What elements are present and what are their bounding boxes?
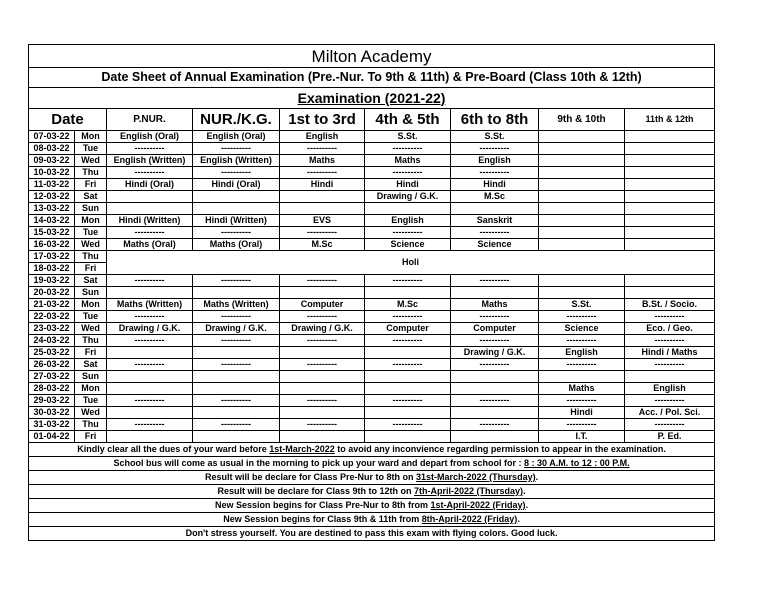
row-day: Thu (75, 419, 107, 431)
row-date: 26-03-22 (29, 359, 75, 371)
exam-cell-9th-10th: Hindi (539, 407, 625, 419)
exam-cell-9th-10th (539, 227, 625, 239)
exam-cell-6th-8th: ---------- (451, 419, 539, 431)
row-day: Fri (75, 263, 107, 275)
exam-cell-pnur: ---------- (107, 419, 193, 431)
exam-cell-6th-8th: English (451, 155, 539, 167)
row-day: Thu (75, 167, 107, 179)
exam-cell-nur-kg: ---------- (193, 143, 280, 155)
note-line (29, 443, 715, 457)
exam-cell-6th-8th: ---------- (451, 359, 539, 371)
header-1st-3rd: 1st to 3rd (280, 109, 365, 131)
exam-cell-pnur: English (Written) (107, 155, 193, 167)
note-text: Result will be declare for Class 9th to 12th on (217, 486, 415, 496)
exam-cell-nur-kg (193, 371, 280, 383)
row-day: Wed (75, 239, 107, 251)
exam-cell-1st-3rd: Maths (280, 155, 365, 167)
exam-cell-6th-8th (451, 203, 539, 215)
exam-cell-11th-12th (625, 287, 715, 299)
schedule-row (29, 203, 715, 215)
exam-cell-1st-3rd: M.Sc (280, 239, 365, 251)
exam-cell-11th-12th (625, 227, 715, 239)
exam-cell-1st-3rd (280, 407, 365, 419)
exam-cell-nur-kg (193, 347, 280, 359)
schedule-row (29, 191, 715, 203)
row-day: Wed (75, 155, 107, 167)
exam-cell-pnur (107, 407, 193, 419)
row-date: 15-03-22 (29, 227, 75, 239)
note-highlight: 7th-April-2022 (Thursday) (414, 486, 524, 496)
row-date: 07-03-22 (29, 131, 75, 143)
sheet-subtitle: Date Sheet of Annual Examination (Pre.-Nur. To 9th & 11th) & Pre-Board (Class 10th & 12th) (29, 68, 715, 88)
row-date: 27-03-22 (29, 371, 75, 383)
exam-cell-9th-10th (539, 167, 625, 179)
exam-cell-9th-10th (539, 203, 625, 215)
row-date: 24-03-22 (29, 335, 75, 347)
footer-message: Don't stress yourself. You are destined to pass this exam with flying colors. Good luck. (29, 527, 715, 541)
row-day: Thu (75, 251, 107, 263)
row-day: Mon (75, 215, 107, 227)
exam-cell-nur-kg: ---------- (193, 167, 280, 179)
exam-cell-1st-3rd: ---------- (280, 167, 365, 179)
exam-cell-11th-12th (625, 131, 715, 143)
exam-cell-4th-5th (365, 407, 451, 419)
schedule-row (29, 299, 715, 311)
exam-cell-1st-3rd (280, 371, 365, 383)
exam-cell-pnur: ---------- (107, 359, 193, 371)
exam-cell-nur-kg: ---------- (193, 311, 280, 323)
exam-cell-nur-kg: English (Written) (193, 155, 280, 167)
exam-cell-nur-kg (193, 431, 280, 443)
schedule-row (29, 131, 715, 143)
exam-cell-1st-3rd: ---------- (280, 359, 365, 371)
schedule-row (29, 179, 715, 191)
exam-cell-pnur: Maths (Oral) (107, 239, 193, 251)
row-date: 11-03-22 (29, 179, 75, 191)
exam-cell-6th-8th (451, 371, 539, 383)
exam-cell-6th-8th (451, 431, 539, 443)
exam-cell-9th-10th (539, 371, 625, 383)
row-day: Sat (75, 191, 107, 203)
exam-cell-4th-5th (365, 347, 451, 359)
exam-cell-6th-8th: Science (451, 239, 539, 251)
exam-cell-1st-3rd (280, 191, 365, 203)
exam-cell-pnur: ---------- (107, 395, 193, 407)
exam-cell-nur-kg: Drawing / G.K. (193, 323, 280, 335)
row-date: 12-03-22 (29, 191, 75, 203)
exam-cell-6th-8th: Sanskrit (451, 215, 539, 227)
exam-cell-4th-5th: Science (365, 239, 451, 251)
exam-cell-9th-10th (539, 239, 625, 251)
exam-cell-9th-10th (539, 275, 625, 287)
exam-cell-1st-3rd: ---------- (280, 311, 365, 323)
exam-cell-4th-5th: Hindi (365, 179, 451, 191)
row-day: Sat (75, 275, 107, 287)
exam-cell-11th-12th (625, 215, 715, 227)
exam-cell-11th-12th: English (625, 383, 715, 395)
exam-cell-4th-5th: ---------- (365, 143, 451, 155)
exam-cell-4th-5th (365, 383, 451, 395)
note-text: New Session begins for Class 9th & 11th from (223, 514, 422, 524)
note-text-end: . (525, 500, 529, 510)
header-11th-12th: 11th & 12th (625, 109, 715, 131)
exam-cell-6th-8th: Computer (451, 323, 539, 335)
exam-cell-4th-5th: ---------- (365, 335, 451, 347)
exam-cell-11th-12th (625, 203, 715, 215)
header-6th-8th: 6th to 8th (451, 109, 539, 131)
exam-cell-9th-10th: I.T. (539, 431, 625, 443)
exam-cell-pnur: Maths (Written) (107, 299, 193, 311)
note-text: School bus will come as usual in the morning to pick up your ward and depart from school for : (113, 458, 525, 468)
exam-cell-9th-10th: ---------- (539, 419, 625, 431)
exam-cell-pnur: ---------- (107, 227, 193, 239)
exam-cell-4th-5th: ---------- (365, 275, 451, 287)
exam-cell-pnur: ---------- (107, 167, 193, 179)
header-date: Date (29, 109, 107, 131)
note-text: Result will be declare for Class Pre-Nur to 8th on (204, 472, 417, 482)
row-day: Fri (75, 179, 107, 191)
exam-cell-1st-3rd: ---------- (280, 335, 365, 347)
exam-cell-11th-12th: ---------- (625, 419, 715, 431)
exam-cell-6th-8th: ---------- (451, 275, 539, 287)
header-nur-kg: NUR./K.G. (193, 109, 280, 131)
exam-cell-9th-10th (539, 155, 625, 167)
exam-cell-pnur (107, 371, 193, 383)
note-highlight: 8th-April-2022 (Friday) (421, 514, 518, 524)
exam-cell-4th-5th: Computer (365, 323, 451, 335)
exam-cell-nur-kg: Maths (Written) (193, 299, 280, 311)
exam-cell-11th-12th (625, 155, 715, 167)
exam-cell-pnur: ---------- (107, 143, 193, 155)
exam-cell-9th-10th: ---------- (539, 335, 625, 347)
schedule-row (29, 323, 715, 335)
schedule-row (29, 155, 715, 167)
exam-cell-nur-kg: ---------- (193, 395, 280, 407)
exam-cell-pnur: Drawing / G.K. (107, 323, 193, 335)
exam-cell-4th-5th: ---------- (365, 167, 451, 179)
exam-cell-11th-12th (625, 143, 715, 155)
holiday-cell: Holi (107, 251, 715, 275)
exam-cell-9th-10th: S.St. (539, 299, 625, 311)
row-day: Fri (75, 347, 107, 359)
row-date: 18-03-22 (29, 263, 75, 275)
note-text-end: to avoid any inconvience regarding permission to appear in the examination. (334, 444, 666, 454)
exam-cell-pnur (107, 383, 193, 395)
exam-cell-nur-kg: Hindi (Oral) (193, 179, 280, 191)
exam-cell-11th-12th (625, 167, 715, 179)
row-date: 10-03-22 (29, 167, 75, 179)
exam-cell-4th-5th (365, 371, 451, 383)
exam-cell-11th-12th (625, 371, 715, 383)
exam-cell-9th-10th (539, 143, 625, 155)
row-day: Tue (75, 227, 107, 239)
exam-cell-nur-kg (193, 287, 280, 299)
exam-cell-9th-10th: Maths (539, 383, 625, 395)
exam-cell-6th-8th: M.Sc (451, 191, 539, 203)
row-day: Sun (75, 371, 107, 383)
exam-cell-4th-5th: English (365, 215, 451, 227)
exam-cell-pnur (107, 203, 193, 215)
schedule-row (29, 335, 715, 347)
note-text-end: . (517, 514, 520, 524)
exam-cell-1st-3rd: Drawing / G.K. (280, 323, 365, 335)
exam-cell-pnur: ---------- (107, 275, 193, 287)
exam-cell-6th-8th (451, 287, 539, 299)
exam-cell-9th-10th (539, 191, 625, 203)
exam-cell-1st-3rd: ---------- (280, 227, 365, 239)
exam-cell-pnur: English (Oral) (107, 131, 193, 143)
exam-cell-1st-3rd: English (280, 131, 365, 143)
exam-cell-9th-10th (539, 131, 625, 143)
row-date: 17-03-22 (29, 251, 75, 263)
schedule-row (29, 311, 715, 323)
note-highlight: 8 : 30 A.M. to 12 : 00 P.M. (524, 458, 630, 468)
exam-cell-1st-3rd: ---------- (280, 275, 365, 287)
exam-cell-1st-3rd: Computer (280, 299, 365, 311)
exam-cell-4th-5th: S.St. (365, 131, 451, 143)
exam-cell-6th-8th: ---------- (451, 395, 539, 407)
exam-cell-1st-3rd: EVS (280, 215, 365, 227)
exam-cell-11th-12th: ---------- (625, 395, 715, 407)
row-date: 28-03-22 (29, 383, 75, 395)
exam-cell-11th-12th (625, 275, 715, 287)
exam-cell-4th-5th (365, 203, 451, 215)
header-pnur: P.NUR. (107, 109, 193, 131)
schedule-row (29, 239, 715, 251)
exam-cell-11th-12th: Hindi / Maths (625, 347, 715, 359)
row-date: 19-03-22 (29, 275, 75, 287)
exam-cell-11th-12th (625, 239, 715, 251)
exam-cell-9th-10th (539, 287, 625, 299)
exam-cell-11th-12th: P. Ed. (625, 431, 715, 443)
row-date: 21-03-22 (29, 299, 75, 311)
row-day: Sun (75, 287, 107, 299)
exam-cell-11th-12th: ---------- (625, 335, 715, 347)
note-highlight: 31st-March-2022 (Thursday) (416, 472, 536, 482)
note-text: New Session begins for Class Pre-Nur to 8th from (214, 500, 431, 510)
schedule-row (29, 227, 715, 239)
row-day: Sun (75, 203, 107, 215)
exam-cell-nur-kg (193, 383, 280, 395)
note-line (29, 499, 715, 513)
exam-cell-9th-10th: ---------- (539, 311, 625, 323)
exam-cell-nur-kg: ---------- (193, 227, 280, 239)
exam-cell-6th-8th: ---------- (451, 335, 539, 347)
exam-cell-1st-3rd (280, 347, 365, 359)
exam-cell-4th-5th: Drawing / G.K. (365, 191, 451, 203)
exam-cell-6th-8th (451, 383, 539, 395)
row-day: Mon (75, 131, 107, 143)
date-sheet-table (28, 44, 715, 541)
row-date: 31-03-22 (29, 419, 75, 431)
schedule-row (29, 167, 715, 179)
exam-cell-9th-10th: Science (539, 323, 625, 335)
exam-cell-9th-10th: English (539, 347, 625, 359)
note-line (29, 457, 715, 471)
note-line (29, 513, 715, 527)
exam-cell-6th-8th: Drawing / G.K. (451, 347, 539, 359)
exam-cell-pnur: Hindi (Oral) (107, 179, 193, 191)
school-name: Milton Academy (29, 45, 715, 68)
schedule-row (29, 287, 715, 299)
header-9th-10th: 9th & 10th (539, 109, 625, 131)
row-date: 20-03-22 (29, 287, 75, 299)
note-text-end: . (523, 486, 526, 496)
exam-cell-11th-12th: ---------- (625, 311, 715, 323)
row-day: Tue (75, 311, 107, 323)
exam-cell-nur-kg (193, 191, 280, 203)
exam-cell-nur-kg (193, 203, 280, 215)
exam-cell-4th-5th: ---------- (365, 419, 451, 431)
exam-cell-pnur (107, 287, 193, 299)
exam-cell-pnur: ---------- (107, 311, 193, 323)
exam-cell-6th-8th: ---------- (451, 311, 539, 323)
exam-cell-4th-5th: M.Sc (365, 299, 451, 311)
exam-cell-pnur (107, 431, 193, 443)
schedule-row (29, 347, 715, 359)
exam-cell-1st-3rd (280, 203, 365, 215)
exam-cell-1st-3rd: ---------- (280, 143, 365, 155)
row-date: 13-03-22 (29, 203, 75, 215)
exam-cell-pnur: Hindi (Written) (107, 215, 193, 227)
exam-cell-4th-5th: ---------- (365, 227, 451, 239)
exam-cell-nur-kg: Maths (Oral) (193, 239, 280, 251)
exam-cell-1st-3rd (280, 287, 365, 299)
exam-cell-pnur (107, 191, 193, 203)
row-date: 08-03-22 (29, 143, 75, 155)
row-date: 09-03-22 (29, 155, 75, 167)
exam-cell-6th-8th (451, 407, 539, 419)
exam-cell-4th-5th (365, 431, 451, 443)
session-title: Examination (2021-22) (29, 88, 715, 109)
exam-cell-1st-3rd: Hindi (280, 179, 365, 191)
row-date: 01-04-22 (29, 431, 75, 443)
row-date: 30-03-22 (29, 407, 75, 419)
row-day: Tue (75, 143, 107, 155)
row-date: 23-03-22 (29, 323, 75, 335)
exam-cell-9th-10th: ---------- (539, 395, 625, 407)
exam-cell-6th-8th: S.St. (451, 131, 539, 143)
row-date: 25-03-22 (29, 347, 75, 359)
note-highlight: 1st-March-2022 (269, 444, 335, 454)
exam-cell-6th-8th: ---------- (451, 167, 539, 179)
exam-cell-nur-kg: ---------- (193, 275, 280, 287)
schedule-row (29, 395, 715, 407)
exam-cell-4th-5th: ---------- (365, 311, 451, 323)
exam-cell-nur-kg: ---------- (193, 359, 280, 371)
note-text-end: . (535, 472, 539, 482)
exam-cell-pnur (107, 347, 193, 359)
schedule-row (29, 383, 715, 395)
row-day: Wed (75, 323, 107, 335)
exam-cell-1st-3rd: ---------- (280, 395, 365, 407)
exam-cell-nur-kg: ---------- (193, 335, 280, 347)
schedule-row (29, 275, 715, 287)
exam-cell-nur-kg: ---------- (193, 419, 280, 431)
exam-cell-4th-5th: Maths (365, 155, 451, 167)
exam-cell-9th-10th (539, 179, 625, 191)
exam-cell-1st-3rd (280, 383, 365, 395)
row-day: Sat (75, 359, 107, 371)
note-line (29, 485, 715, 499)
exam-cell-11th-12th: ---------- (625, 359, 715, 371)
exam-cell-6th-8th: ---------- (451, 143, 539, 155)
exam-cell-4th-5th: ---------- (365, 395, 451, 407)
header-4th-5th: 4th & 5th (365, 109, 451, 131)
exam-cell-6th-8th: Maths (451, 299, 539, 311)
schedule-row (29, 251, 715, 263)
exam-cell-9th-10th: ---------- (539, 359, 625, 371)
exam-cell-nur-kg: English (Oral) (193, 131, 280, 143)
exam-cell-nur-kg: Hindi (Written) (193, 215, 280, 227)
exam-cell-6th-8th: ---------- (451, 227, 539, 239)
exam-cell-11th-12th (625, 191, 715, 203)
exam-cell-4th-5th: ---------- (365, 359, 451, 371)
exam-cell-11th-12th (625, 179, 715, 191)
row-day: Tue (75, 395, 107, 407)
note-line (29, 471, 715, 485)
schedule-row (29, 215, 715, 227)
schedule-row (29, 371, 715, 383)
exam-cell-9th-10th (539, 215, 625, 227)
row-date: 22-03-22 (29, 311, 75, 323)
row-date: 14-03-22 (29, 215, 75, 227)
exam-cell-11th-12th: Eco. / Geo. (625, 323, 715, 335)
exam-cell-1st-3rd (280, 431, 365, 443)
row-day: Wed (75, 407, 107, 419)
exam-cell-11th-12th: Acc. / Pol. Sci. (625, 407, 715, 419)
schedule-row (29, 359, 715, 371)
exam-cell-4th-5th (365, 287, 451, 299)
exam-cell-6th-8th: Hindi (451, 179, 539, 191)
row-day: Mon (75, 383, 107, 395)
schedule-row (29, 407, 715, 419)
exam-cell-1st-3rd: ---------- (280, 419, 365, 431)
row-day: Fri (75, 431, 107, 443)
row-date: 29-03-22 (29, 395, 75, 407)
exam-cell-pnur: ---------- (107, 335, 193, 347)
note-highlight: 1st-April-2022 (Friday) (430, 500, 526, 510)
schedule-row (29, 143, 715, 155)
row-date: 16-03-22 (29, 239, 75, 251)
note-text: Kindly clear all the dues of your ward before (77, 444, 270, 454)
row-day: Thu (75, 335, 107, 347)
schedule-row (29, 431, 715, 443)
schedule-row (29, 419, 715, 431)
exam-cell-nur-kg (193, 407, 280, 419)
row-day: Mon (75, 299, 107, 311)
exam-cell-11th-12th: B.St. / Socio. (625, 299, 715, 311)
